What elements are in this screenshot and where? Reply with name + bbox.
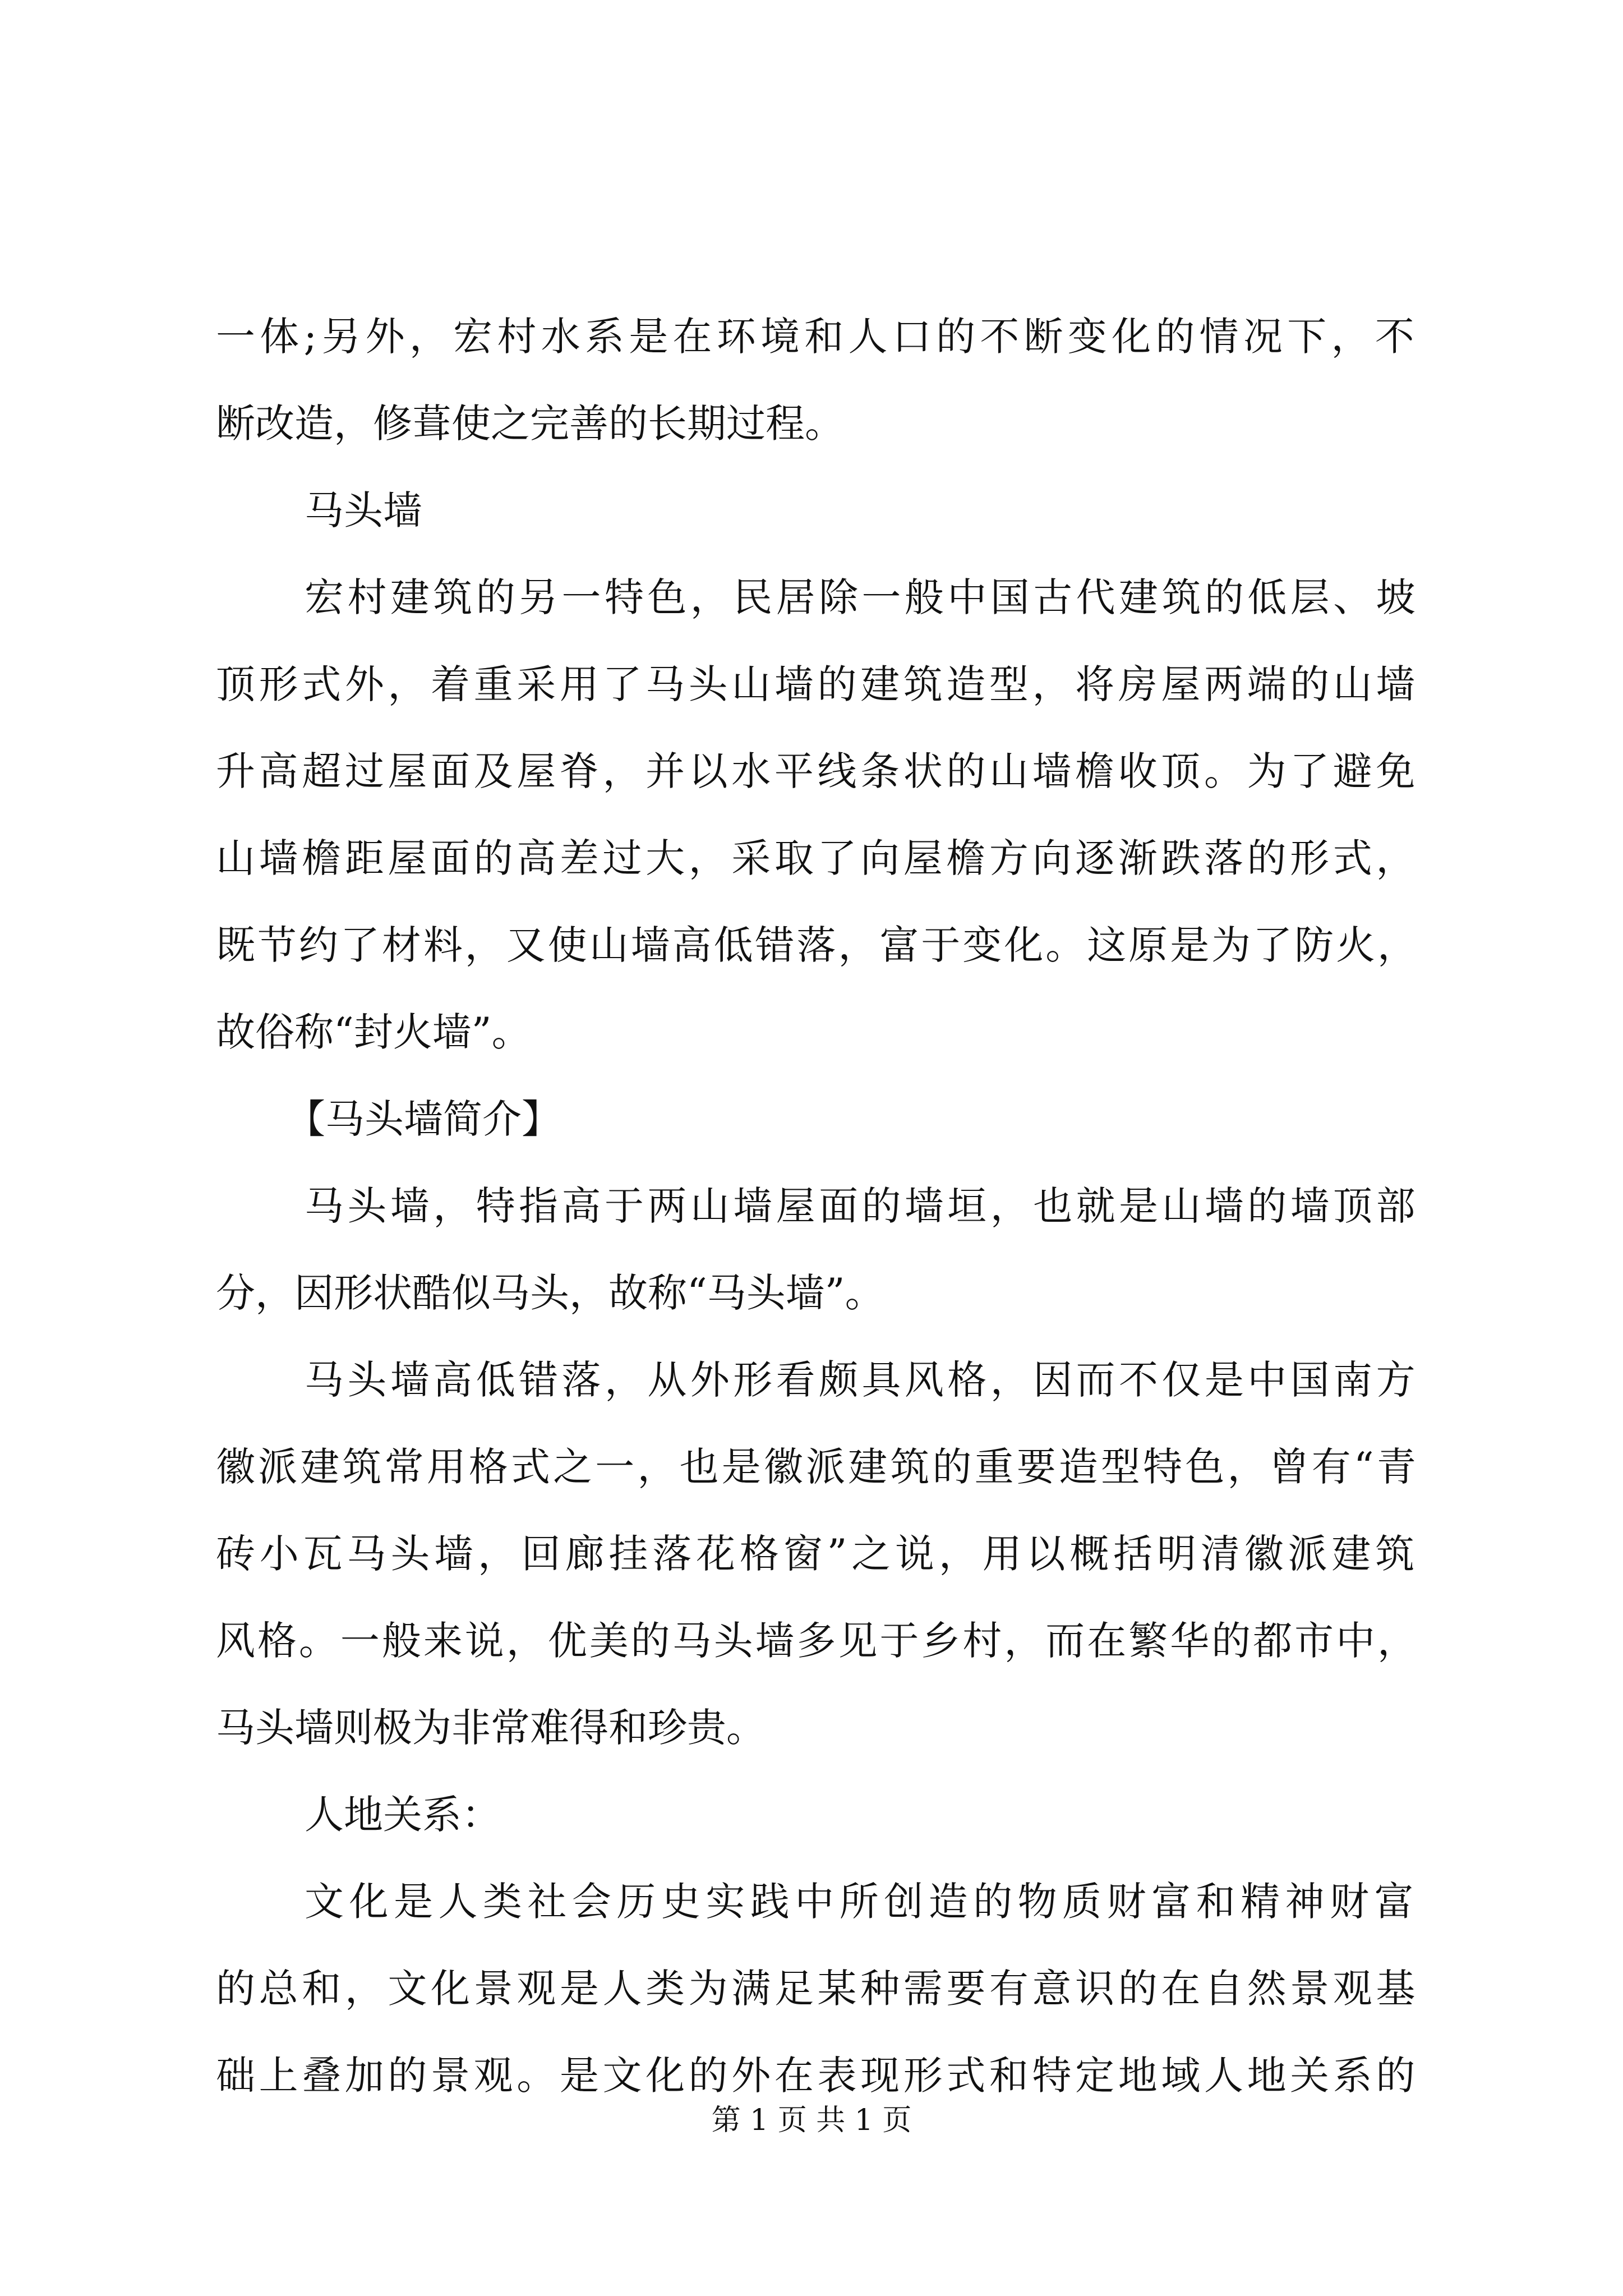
text-line xyxy=(0,1686,1623,1770)
line-text: 马头墙 xyxy=(305,487,422,533)
line-text: 既节约了材料，又使山墙高低错落，富于变化。这原是为了防火， xyxy=(216,922,1419,968)
page-number: 第 1 页 共 1 页 xyxy=(711,2104,912,2137)
text-line xyxy=(0,816,1623,900)
section-heading xyxy=(0,1077,1623,1161)
line-text: 人地关系： xyxy=(305,1792,501,1838)
page-footer xyxy=(0,2098,1623,2143)
text-line xyxy=(0,990,1623,1074)
line-text: 的总和，文化景观是人类为满足某种需要有意识的在自然景观基 xyxy=(216,1966,1419,2012)
section-heading xyxy=(0,1773,1623,1857)
section-heading xyxy=(0,468,1623,553)
line-text: 徽派建筑常用格式之一，也是徽派建筑的重要造型特色，曾有“青 xyxy=(216,1444,1419,1490)
line-text: 山墙檐距屋面的高差过大，采取了向屋檐方向逐渐跌落的形式， xyxy=(216,835,1419,881)
text-line xyxy=(0,1860,1623,1944)
text-line xyxy=(0,903,1623,987)
line-text: 故俗称“封火墙”。 xyxy=(216,1009,531,1055)
line-text: 宏村建筑的另一特色，民居除一般中国古代建筑的低层、坡 xyxy=(305,574,1419,620)
line-text: 分，因形状酷似马头，故称“马头墙”。 xyxy=(216,1270,884,1316)
line-text: 风格。一般来说，优美的马头墙多见于乡村，而在繁华的都市中， xyxy=(216,1618,1419,1664)
text-line xyxy=(0,1599,1623,1683)
text-line xyxy=(0,642,1623,726)
text-line xyxy=(0,1338,1623,1422)
line-text: 顶形式外，着重采用了马头山墙的建筑造型，将房屋两端的山墙 xyxy=(216,661,1419,707)
line-text: 础上叠加的景观。是文化的外在表现形式和特定地域人地关系的 xyxy=(216,2053,1419,2099)
line-text: 升高超过屋面及屋脊，并以水平线条状的山墙檐收顶。为了避免 xyxy=(216,748,1419,794)
text-line xyxy=(0,295,1623,379)
line-text: 文化是人类社会历史实践中所创造的物质财富和精神财富 xyxy=(305,1879,1419,1925)
line-text: 【马头墙简介】 xyxy=(286,1096,561,1142)
line-text: 砖小瓦马头墙，回廊挂落花格窗”之说，用以概括明清徽派建筑 xyxy=(216,1531,1419,1577)
text-line xyxy=(0,1251,1623,1335)
text-line xyxy=(0,1512,1623,1596)
line-text: 马头墙则极为非常难得和珍贵。 xyxy=(216,1705,766,1751)
line-text: 一体;另外，宏村水系是在环境和人口的不断变化的情况下，不 xyxy=(216,314,1419,360)
line-text: 断改造，修葺使之完善的长期过程。 xyxy=(216,401,844,447)
text-line xyxy=(0,555,1623,639)
text-line xyxy=(0,729,1623,813)
text-line xyxy=(0,1425,1623,1509)
text-line xyxy=(0,1947,1623,2031)
line-text: 马头墙，特指高于两山墙屋面的墙垣，也就是山墙的墙顶部 xyxy=(305,1183,1419,1229)
text-line xyxy=(0,381,1623,466)
text-line xyxy=(0,1164,1623,1248)
line-text: 马头墙高低错落，从外形看颇具风格，因而不仅是中国南方 xyxy=(305,1357,1419,1403)
